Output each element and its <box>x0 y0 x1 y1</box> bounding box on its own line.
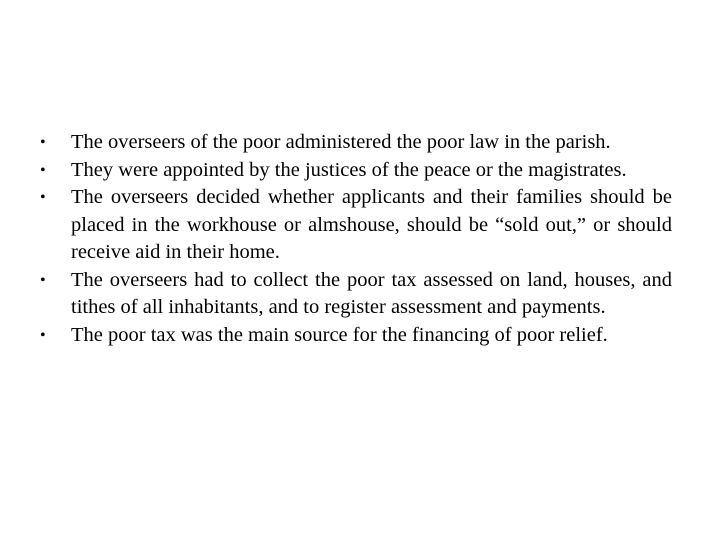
bullet-list <box>40 129 672 349</box>
bullet-text: The poor tax was the main source for the financing of poor relief. <box>71 323 608 346</box>
list-item <box>40 184 672 267</box>
bullet-text: The overseers decided whether applicants and their families should be placed in the workhouse or almshouse, should be “sold out,” or should receive aid in their home. <box>71 186 672 263</box>
list-item <box>40 322 672 350</box>
list-item <box>40 267 672 322</box>
bullet-icon: • <box>40 326 46 344</box>
bullet-icon: • <box>40 134 46 151</box>
bullet-text: The overseers had to collect the poor tax assessed on land, houses, and tithes of all inhabitants, and to register assessment and payments. <box>71 268 672 318</box>
bullet-icon: • <box>40 271 46 289</box>
list-item <box>40 157 672 185</box>
bullet-text: The overseers of the poor administered the poor law in the parish. <box>71 131 611 153</box>
bullet-text: They were appointed by the justices of the peace or the magistrates. <box>71 158 627 181</box>
list-item <box>40 129 672 157</box>
bullet-icon: • <box>40 189 46 206</box>
bullet-icon: • <box>40 161 46 179</box>
